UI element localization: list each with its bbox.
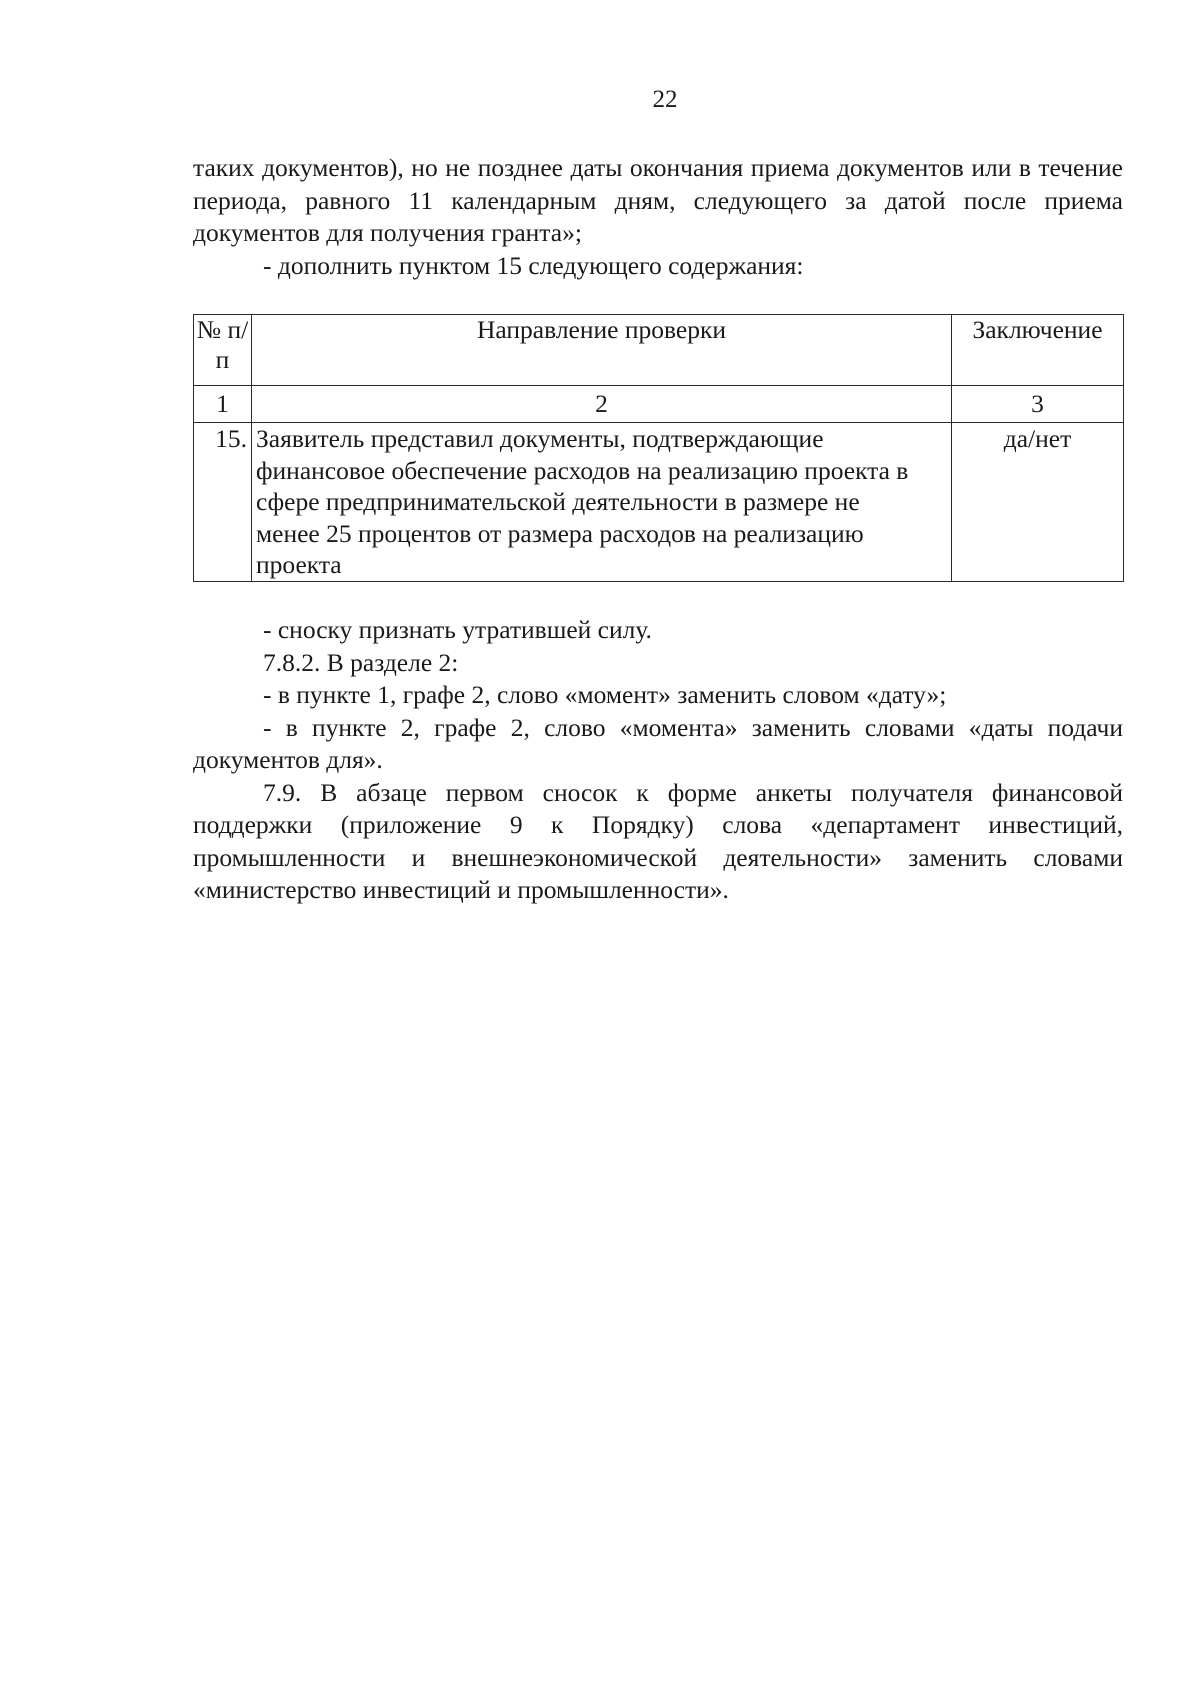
- paragraph-add-item-15: - дополнить пунктом 15 следующего содержания:: [263, 250, 804, 280]
- paragraph-continuation: таких документов), но не позднее даты окончания приема документов или в течение периода, равного 11 календарным дням, следующего за датой после приема документов для получения гранта»;: [193, 153, 1123, 247]
- paragraph-section-2: 7.8.2. В разделе 2:: [263, 647, 459, 677]
- header-num: № п/п: [194, 315, 252, 386]
- header-direction: Направление проверки: [252, 315, 952, 386]
- paragraph-7-9: 7.9. В абзаце первом сносок к форме анкеты получателя финансовой поддержки (приложение 9 к Порядку) слова «департамент инвестиций, промышленности и внешнеэкономической деятельности» заменить словами «министерство инвестиций и промышленности».: [193, 777, 1123, 904]
- column-index-3: 3: [952, 386, 1124, 423]
- table-column-index-row: [194, 386, 1124, 423]
- top-text-block: [193, 152, 1123, 282]
- table-row: [194, 423, 1124, 582]
- column-index-1: 1: [194, 386, 252, 423]
- paragraph-item-2: - в пункте 2, графе 2, слово «момента» заменить словами «даты подачи документов для».: [193, 712, 1123, 774]
- header-result: Заключение: [952, 315, 1124, 386]
- row-result: да/нет: [952, 423, 1124, 582]
- verification-table: [193, 314, 1124, 582]
- row-direction: Заявитель представил документы, подтверждающие финансовое обеспечение расходов на реализацию проекта в сфере предпринимательской деятельности в размере не менее 25 процентов от размера расходов на реализацию проекта: [252, 423, 952, 582]
- paragraph-item-1: - в пункте 1, графе 2, слово «момент» заменить словом «дату»;: [263, 680, 947, 709]
- column-index-2: 2: [252, 386, 952, 423]
- bottom-text-block: [193, 614, 1123, 907]
- table-header-row: [194, 315, 1124, 386]
- paragraph-footnote-void: - сноску признать утратившей силу.: [263, 615, 652, 644]
- page-number: 22: [652, 86, 678, 113]
- row-num: 15.: [194, 423, 252, 582]
